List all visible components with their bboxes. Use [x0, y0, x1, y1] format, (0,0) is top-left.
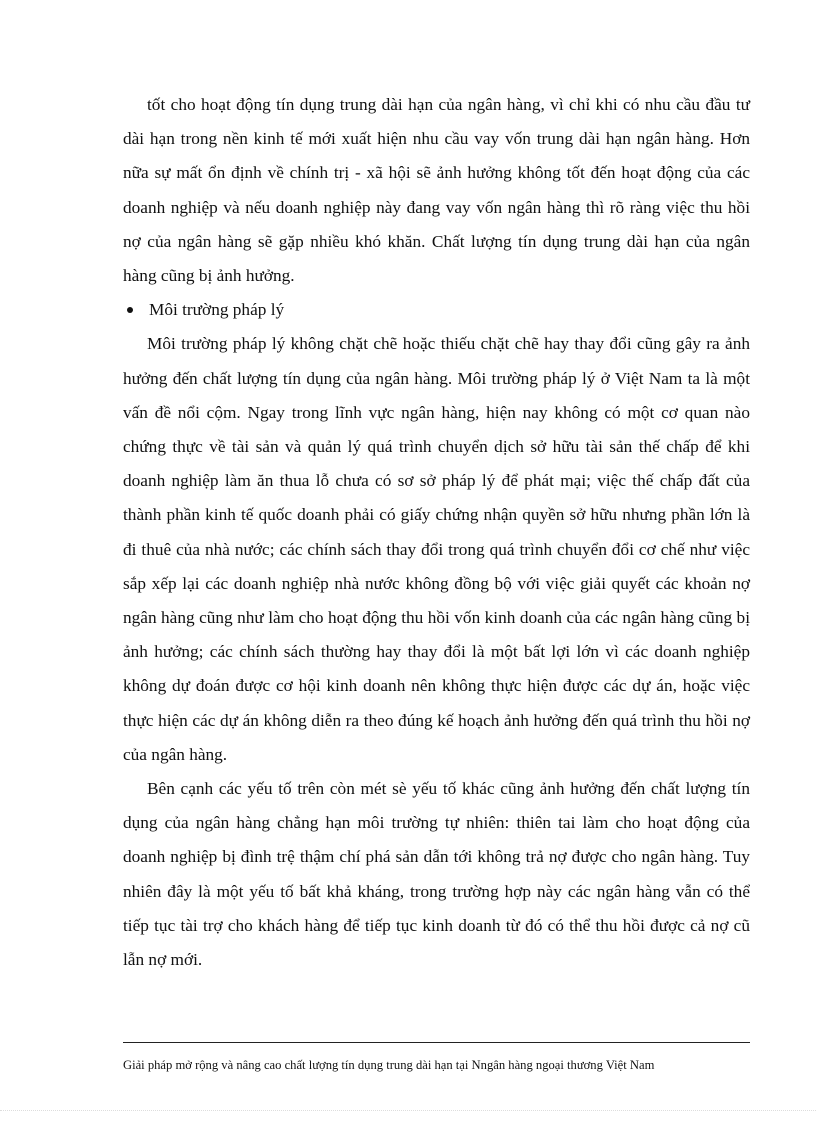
bullet-heading-legal-environment — [123, 293, 750, 327]
footer-divider — [123, 1042, 750, 1043]
paragraph-political-impact: tốt cho hoạt động tín dụng trung dài hạn của ngân hàng, vì chỉ khi có nhu cầu đầu tư dài hạn trong nền kinh tế mới xuất hiện nhu cầu vay vốn trung dài hạn ngân hàng. Hơn nữa sự mất ổn định về chính trị - xã hội sẽ ảnh hưởng không tốt đến hoạt động của các doanh nghiệp và nếu doanh nghiệp này đang vay vốn ngân hàng thì rõ ràng việc thu hồi nợ của ngân hàng sẽ gặp nhiều khó khăn. Chất lượng tín dụng trung dài hạn của ngân hàng cũng bị ảnh hưởng. — [123, 95, 750, 286]
footer-title: Giải pháp mở rộng và nâng cao chất lượng tín dụng trung dài hạn tại Nngân hàng ngoại thương Việt Nam — [123, 1058, 655, 1072]
page-bottom-edge — [0, 1110, 816, 1111]
document-body — [123, 88, 750, 977]
bullet-dot-icon — [127, 307, 133, 313]
paragraph-legal-environment: Môi trường pháp lý không chặt chẽ hoặc thiếu chặt chẽ hay thay đổi cũng gây ra ảnh hưởng đến chất lượng tín dụng của ngân hàng. Môi trường pháp lý ở Việt Nam ta là một vấn đề nổi cộm. Ngay trong lĩnh vực ngân hàng, hiện nay không có một cơ quan nào chứng thực về tài sản và quản lý quá trình chuyển dịch sở hữu tài sản thế chấp để khi doanh nghiệp làm ăn thua lỗ chưa có sơ sở pháp lý để phát mại; việc thế chấp đất của thành phần kinh tế quốc doanh phải có giấy chứng nhận quyền sở hữu nhưng phần lớn là đi thuê của nhà nước; các chính sách thay đổi trong quá trình chuyển đổi cơ chế như việc sắp xếp lại các doanh nghiệp nhà nước không đồng bộ với việc giải quyết các khoản nợ ngân hàng cũng như làm cho hoạt động thu hồi vốn kinh doanh của các ngân hàng cũng bị ảnh hưởng; các chính sách thường hay thay đổi là một bất lợi lớn vì các doanh nghiệp không dự đoán được cơ hội kinh doanh nên không thực hiện được các dự án, hoặc việc thực hiện các dự án không diễn ra theo đúng kế hoạch ảnh hưởng đến quá trình thu hồi nợ của ngân hàng. — [123, 334, 750, 764]
paragraph-other-factors: Bên cạnh các yếu tố trên còn mét sè yếu tố khác cũng ảnh hưởng đến chất lượng tín dụng của ngân hàng chẳng hạn môi trường tự nhiên: thiên tai làm cho hoạt động của doanh nghiệp bị đình trệ thậm chí phá sản dẫn tới không trả nợ được cho ngân hàng. Tuy nhiên đây là một yếu tố bất khả kháng, trong trường hợp này các ngân hàng vẫn có thể tiếp tục tài trợ cho khách hàng để tiếp tục kinh doanh từ đó có thể thu hồi được cả nợ cũ lẫn nợ mới. — [123, 779, 750, 970]
bullet-heading-text: Môi trường pháp lý — [149, 300, 285, 320]
